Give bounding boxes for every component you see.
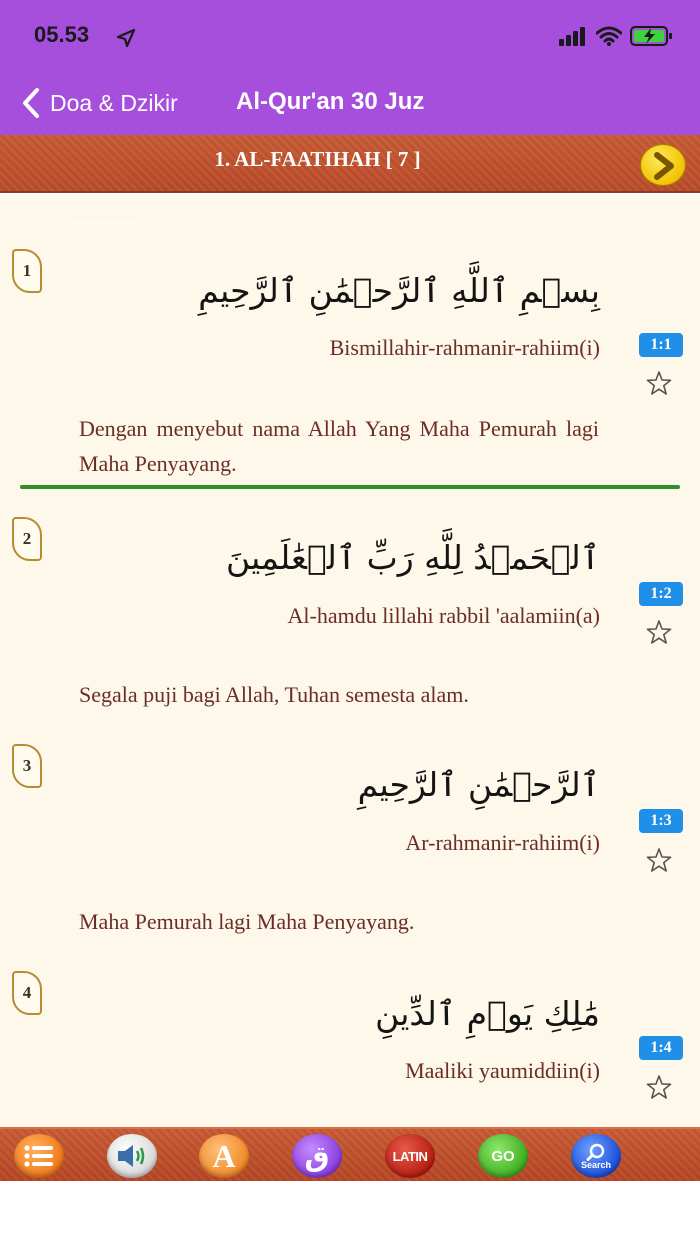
verse-number: 2 (12, 517, 42, 561)
star-icon[interactable] (646, 619, 672, 645)
chevron-left-icon (20, 86, 42, 120)
bottom-toolbar (0, 1127, 700, 1181)
verse-ref-badge[interactable]: 1:1 (639, 333, 683, 357)
star-icon[interactable] (646, 370, 672, 396)
location-arrow-icon (116, 28, 136, 48)
page-title: Al-Qur'an 30 Juz (236, 88, 425, 115)
verse-number: 4 (12, 971, 42, 1015)
star-icon[interactable] (646, 847, 672, 873)
status-time: 05.53 (34, 22, 90, 47)
verse-ref-badge[interactable]: 1:4 (639, 1036, 683, 1060)
latin-toggle-button[interactable] (385, 1134, 435, 1178)
search-label: Search (580, 1159, 612, 1170)
arabic-toggle-button[interactable] (292, 1134, 342, 1178)
navigation-bar (0, 82, 700, 126)
transliteration: Maaliki yaumiddiin(i) (405, 1058, 600, 1083)
app-header (0, 0, 700, 135)
search-icon (585, 1143, 607, 1161)
list-icon (23, 1143, 55, 1169)
verse-number: 3 (12, 744, 42, 788)
transliteration: Bismillahir-rahmanir-rahiim(i) (329, 335, 600, 360)
translation-text: Segala puji bagi Allah, Tuhan semesta alam. (79, 682, 469, 707)
wifi-icon (596, 26, 622, 46)
verse-number: 1 (12, 249, 42, 293)
search-button[interactable] (571, 1134, 621, 1178)
arabic-text: ٱلرَّحۡمَٰنِ ٱلرَّحِيمِ (357, 765, 600, 804)
arabic-text: بِسۡمِ ٱللَّهِ ٱلرَّحۡمَٰنِ ٱلرَّحِيمِ (198, 271, 600, 310)
verse-ref-badge[interactable]: 1:3 (639, 809, 683, 833)
back-label: Doa & Dzikir (50, 89, 178, 116)
back-button[interactable] (20, 86, 178, 120)
surah-title: 1. AL-FAATIHAH [ 7 ] (214, 147, 421, 171)
latin-toggle-label: LATIN (392, 1148, 428, 1164)
font-size-button[interactable] (199, 1134, 249, 1178)
go-button[interactable] (478, 1134, 528, 1178)
verse-divider (20, 485, 680, 489)
arabic-text: ٱلۡحَمۡدُ لِلَّهِ رَبِّ ٱلۡعَٰلَمِينَ (225, 538, 600, 577)
speaker-icon (114, 1141, 150, 1171)
divider (70, 222, 140, 223)
verse-ref-badge[interactable]: 1:2 (639, 582, 683, 606)
blank-area (0, 1181, 700, 1244)
next-surah-button[interactable] (640, 144, 686, 186)
battery-charging-icon (630, 25, 674, 47)
go-label: GO (491, 1147, 515, 1165)
verse-list[interactable] (0, 195, 700, 1127)
transliteration: Ar-rahmanir-rahiim(i) (405, 830, 600, 855)
translation-text: Maha Pemurah lagi Maha Penyayang. (79, 909, 415, 934)
translation-text: Dengan menyebut nama Allah Yang Maha Pemurah lagi Maha Penyayang. (79, 416, 599, 476)
arabic-toggle-label: ق (304, 1139, 330, 1173)
arabic-text: مَٰلِكِ يَوۡمِ ٱلدِّينِ (375, 994, 600, 1033)
star-icon[interactable] (646, 1074, 672, 1100)
chevron-right-icon (641, 145, 687, 187)
menu-button[interactable] (14, 1134, 64, 1178)
surah-banner (0, 135, 700, 193)
signal-icon (558, 26, 588, 46)
font-size-label: A (212, 1137, 236, 1174)
status-icons (550, 24, 674, 48)
transliteration: Al-hamdu lillahi rabbil 'aalamiin(a) (287, 603, 600, 628)
audio-button[interactable] (107, 1134, 157, 1178)
